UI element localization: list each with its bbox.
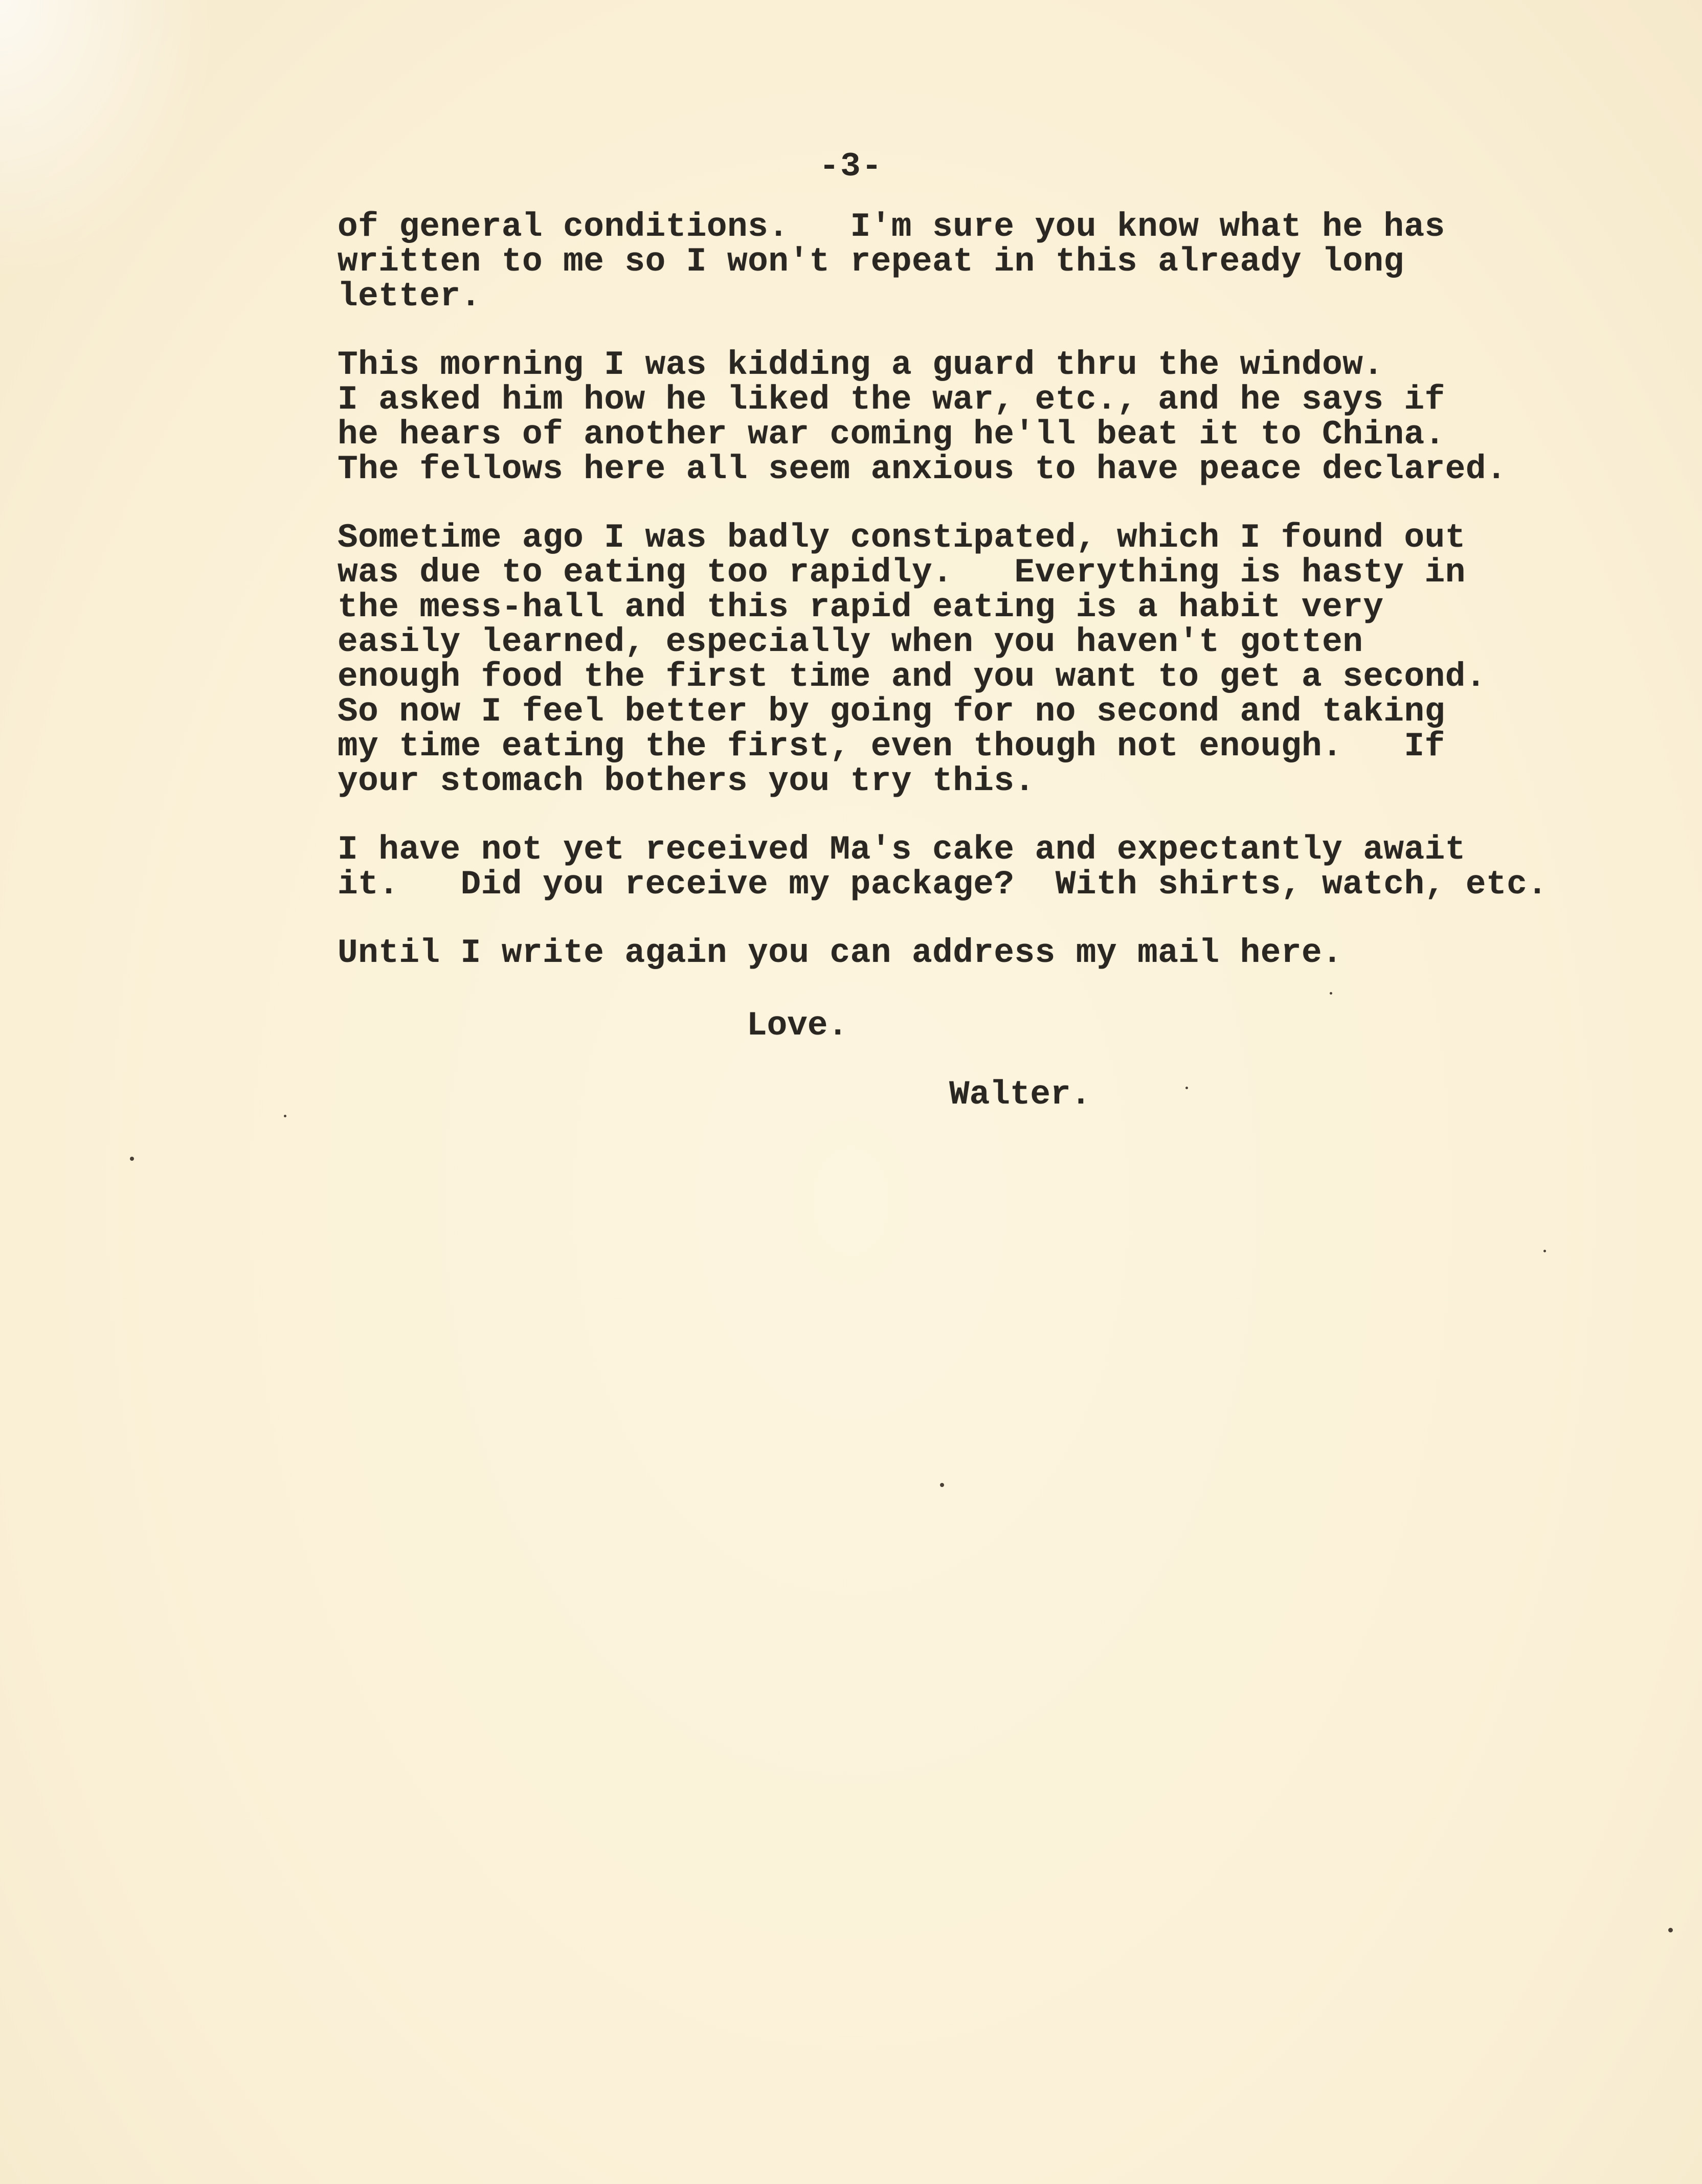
text-line: your stomach bothers you try this. — [338, 762, 1035, 800]
paper-speck — [1543, 1250, 1546, 1252]
signature: Walter. — [949, 1075, 1091, 1114]
text-line: Until I write again you can address my mail here. — [338, 934, 1343, 972]
text-line: it. Did you receive my package? With shirts, watch, etc. — [338, 865, 1548, 904]
paragraph-1 — [338, 210, 1647, 314]
text-line: he hears of another war coming he'll beat it to China. — [338, 415, 1445, 454]
text-line: This morning I was kidding a guard thru the window. — [338, 346, 1384, 384]
paper-speck — [284, 1115, 286, 1117]
paper-speck — [1668, 1928, 1673, 1932]
paragraph-4 — [338, 832, 1647, 902]
paper-speck — [1185, 1087, 1188, 1089]
text-line: of general conditions. I'm sure you know what he has — [338, 208, 1445, 246]
page-number: -3- — [819, 147, 883, 186]
text-line: The fellows here all seem anxious to have peace declared. — [338, 450, 1507, 488]
closing: Love. — [747, 1006, 848, 1045]
text-line: letter. — [338, 277, 481, 316]
paper-speck — [1330, 992, 1332, 995]
paragraph-5 — [338, 936, 1647, 971]
text-line: was due to eating too rapidly. Everything is hasty in — [338, 553, 1466, 592]
text-line: Sometime ago I was badly constipated, which I found out — [338, 519, 1466, 557]
paper-speck — [940, 1483, 944, 1487]
text-line: my time eating the first, even though not enough. If — [338, 727, 1445, 765]
text-line: I have not yet received Ma's cake and expectantly await — [338, 830, 1466, 869]
paragraph-3 — [338, 521, 1647, 799]
text-line: easily learned, especially when you haven't gotten — [338, 623, 1363, 661]
text-line: written to me so I won't repeat in this already long — [338, 242, 1404, 281]
text-line: I asked him how he liked the war, etc., and he says if — [338, 380, 1445, 419]
text-line: So now I feel better by going for no second and taking — [338, 692, 1445, 731]
text-line: enough food the first time and you want to get a second. — [338, 658, 1486, 696]
letter-body — [338, 210, 1647, 1004]
text-line: the mess-hall and this rapid eating is a habit very — [338, 588, 1384, 626]
paragraph-2 — [338, 348, 1647, 487]
paper-speck — [130, 1157, 134, 1161]
